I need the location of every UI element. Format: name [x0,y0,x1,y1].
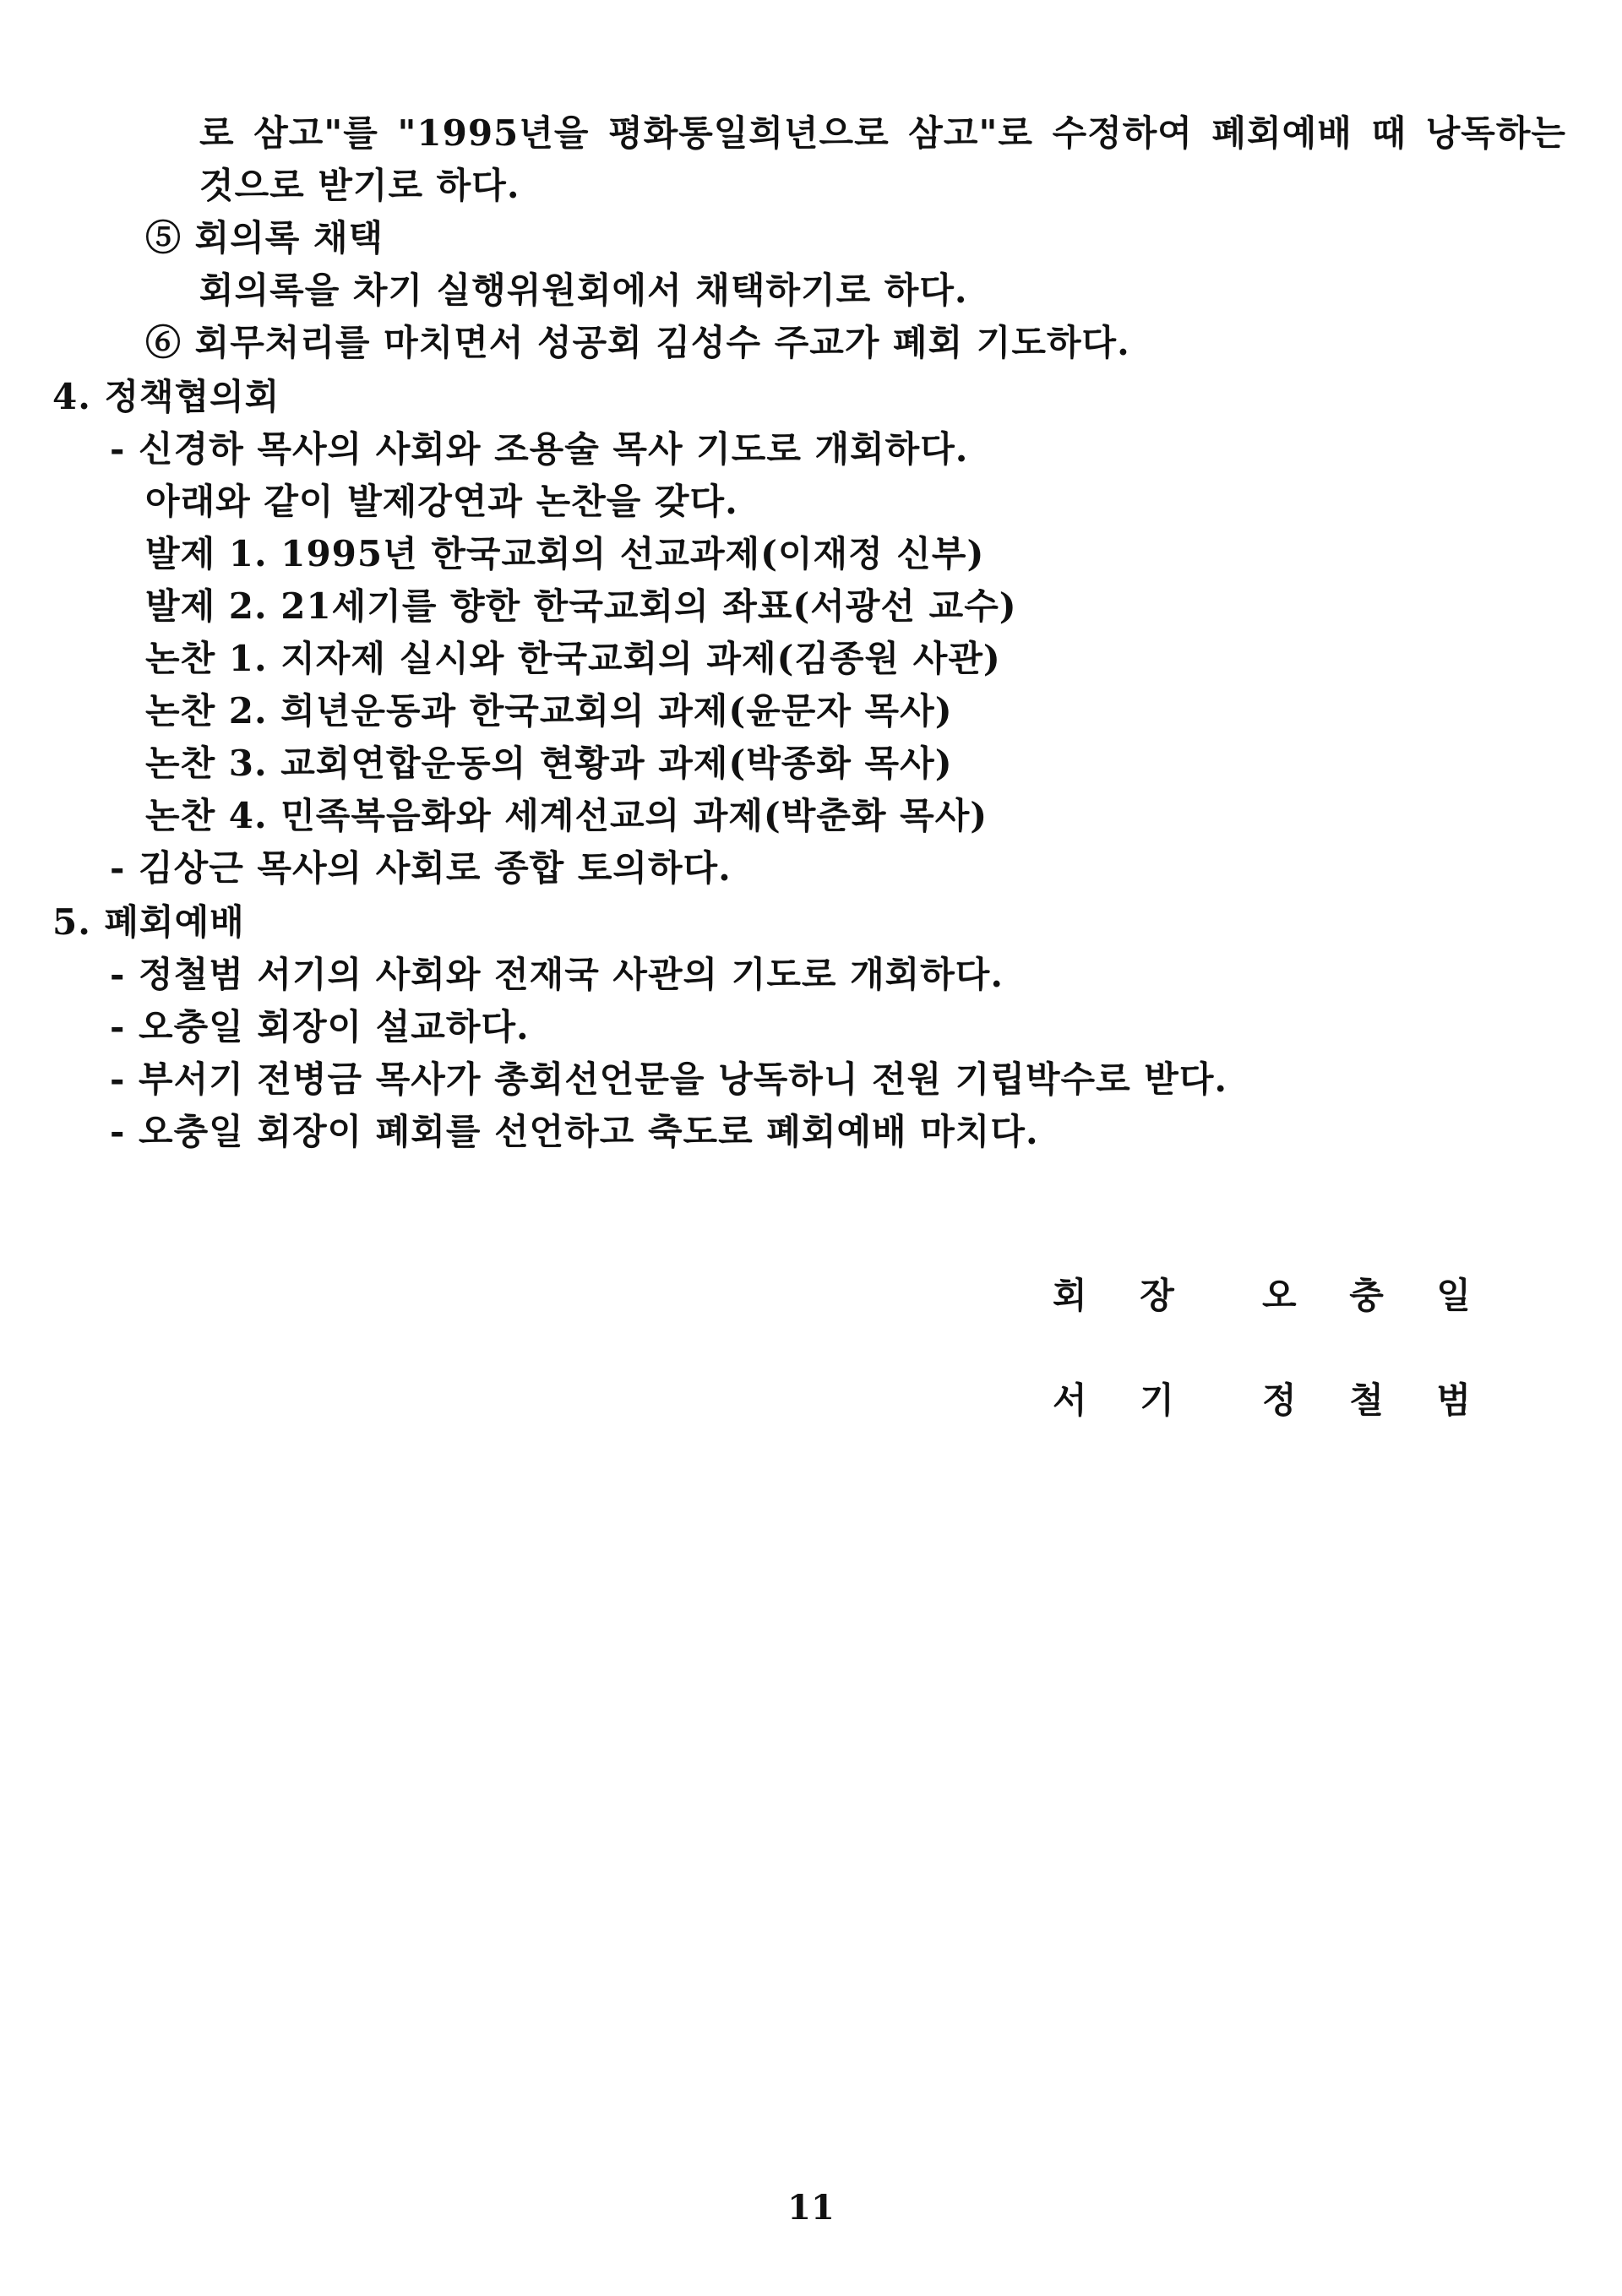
page-number: 11 [787,2188,835,2228]
section-heading-4: 4. 정책협의회 [52,376,280,417]
secretary-title: 서 기 [1053,1379,1195,1421]
president-name: 오 충 일 [1262,1275,1491,1316]
bullet-line: - 부서기 전병금 목사가 총회선언문을 낭독하니 전원 기립박수로 받다. [110,1058,1228,1100]
section-heading-5: 5. 폐회예배 [52,901,245,943]
bullet-line: - 정철범 서기의 사회와 전재국 사관의 기도로 개회하다. [110,954,1004,995]
discussion-2: 논찬 2. 희년운동과 한국교회의 과제(윤문자 목사) [145,690,953,732]
bullet-line: - 오충일 회장이 폐회를 선언하고 축도로 폐회예배 마치다. [110,1111,1039,1152]
text-line-1: 로 삼고"를 "1995년을 평화통일희년으로 삼고"로 수정하여 폐회예배 때 낭독하는 [199,112,1566,154]
bullet-line: - 신경하 목사의 사회와 조용술 목사 기도로 개회하다. [110,428,969,470]
item-heading-6: ⑥ 회무처리를 마치면서 성공회 김성수 주교가 폐회 기도하다. [145,322,1130,363]
discussion-1: 논찬 1. 지자제 실시와 한국교회의 과제(김종원 사관) [145,638,1001,679]
text-line-2: 것으로 받기로 하다. [199,165,520,206]
bullet-line: - 오충일 회장이 설교하다. [110,1006,530,1047]
presentation-1: 발제 1. 1995년 한국교회의 선교과제(이재정 신부) [145,533,985,574]
item-heading-5: ⑤ 회의록 채택 [145,217,384,258]
presentation-2: 발제 2. 21세기를 향한 한국교회의 좌표(서광선 교수) [145,585,1017,627]
discussion-4: 논찬 4. 민족복음화와 세계선교의 과제(박춘화 목사) [145,795,988,836]
bullet-line: - 김상근 목사의 사회로 종합 토의하다. [110,847,732,889]
text-line: 아래와 같이 발제강연과 논찬을 갖다. [145,481,738,522]
president-title: 회 장 [1053,1275,1195,1316]
secretary-name: 정 철 범 [1262,1379,1491,1421]
text-line-4: 회의록을 차기 실행위원회에서 채택하기로 하다. [199,269,968,311]
discussion-3: 논찬 3. 교회연합운동의 현황과 과제(박종화 목사) [145,743,953,784]
